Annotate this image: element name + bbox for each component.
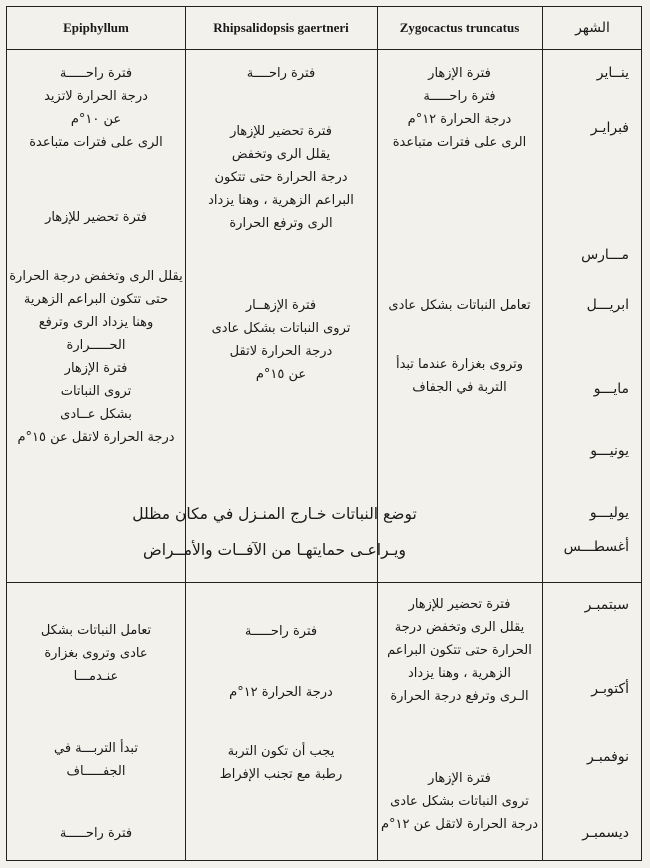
cell-text: فترة راحـــــة	[244, 624, 318, 639]
cell-text: فترة راحـــــة	[59, 826, 133, 841]
cell-text: تروى النباتات بشكل عادى	[390, 794, 529, 809]
rhips-rest-block	[185, 62, 377, 85]
cell-text: بشكل عــادى	[60, 407, 132, 422]
cell-text: يجب أن تكون التربة	[227, 744, 335, 759]
cell-text: فترة الإزهار	[428, 771, 491, 786]
month-july: يوليـــو	[589, 505, 629, 521]
cell-text: توضع النباتات خـارج المنـزل في مكان مظلل	[132, 505, 417, 523]
cell-text: درجة الحرارة لاتزيد	[44, 89, 148, 104]
cell-text: البراعم الزهرية ، وهنا يزداد	[208, 193, 354, 208]
month-november: نوفمبـر	[587, 749, 629, 765]
month-january: ينــاير	[596, 65, 629, 81]
cell-text: التربة في الجفاف	[412, 380, 507, 395]
cell-text: فترة راحــــة	[246, 66, 316, 81]
cell-text: فترة الإزهار	[64, 361, 128, 376]
month-september: سبتمبـر	[584, 597, 629, 613]
cell-text: وهنا يزداد الرى وترفع	[38, 315, 154, 330]
header-month: الشهر	[575, 20, 610, 36]
month-march: مـــارس	[581, 247, 629, 263]
cell-text: درجة الحرارة لاتقل عن ١٥°م	[17, 430, 175, 445]
month-april: ابريـــل	[586, 297, 629, 313]
cell-text: فترة راحـــــة	[59, 66, 133, 81]
summer-merged-cell	[7, 496, 542, 568]
cell-text: فترة الإزهار	[428, 66, 491, 81]
month-may: مايـــو	[593, 381, 629, 397]
cell-text: الرى وترفع الحرارة	[229, 216, 333, 231]
month-august: أغسطـــس	[563, 539, 629, 555]
rhips-soil-block	[185, 740, 377, 786]
cell-text: حتى تتكون البراعم الزهرية	[23, 292, 169, 307]
cell-text: الحـــــرارة	[66, 338, 126, 353]
cell-text: تعامل النباتات بشكل	[40, 623, 152, 638]
cell-text: رطبة مع تجنب الإفراط	[219, 767, 343, 782]
cell-text: عادى وتروى بغزارة	[44, 646, 148, 661]
cactus-care-table	[6, 6, 642, 861]
header-epiphyllum: Epiphyllum	[63, 20, 129, 35]
header-zygocactus: Zygocactus truncatus	[399, 20, 520, 35]
rhips-temperature-block	[185, 681, 377, 704]
header-rhipsalidopsis: Rhipsalidopsis gaertneri	[213, 20, 349, 35]
cell-text: عن ١٠°م	[70, 112, 122, 127]
cell-text: الرى على فترات متباعدة	[29, 135, 163, 150]
cell-text: الـرى وترفع درجة الحرارة	[390, 689, 529, 704]
column-divider	[542, 7, 543, 860]
cell-text: الرى على فترات متباعدة	[392, 135, 527, 150]
cell-text: تروى النباتات بشكل عادى	[211, 321, 351, 336]
epi-flowering-block	[7, 265, 185, 449]
zygo-april-block	[377, 294, 542, 317]
cell-text: فترة راحـــــة	[423, 89, 496, 104]
header-divider	[7, 49, 641, 50]
epi-soil-block	[7, 737, 185, 783]
month-february: فبرايـر	[590, 120, 629, 136]
cell-text: وتروى بغزارة عندما تبدأ	[395, 357, 524, 372]
cell-text: درجة الحرارة لاتقل عن ١٢°م	[380, 817, 539, 832]
cell-text: عنـدمـــا	[73, 669, 119, 684]
rhips-rest-block-bottom	[185, 620, 377, 643]
rhips-flowering-block	[185, 294, 377, 386]
cell-text: درجة الحرارة ١٢°م	[407, 112, 512, 127]
month-october: أكتوبـر	[591, 681, 629, 697]
month-december: ديسمبـر	[582, 825, 629, 841]
zygo-preparation-block	[377, 593, 542, 708]
rhips-preparation-block	[185, 120, 377, 235]
month-june: يونيـــو	[590, 443, 629, 459]
cell-text: الحرارة حتى تتكون البراعم	[387, 643, 532, 658]
cell-text: درجة الحرارة ١٢°م	[229, 685, 333, 700]
cell-text: ويـراعـى حمايتهـا من الآفــات والأمــراض	[143, 541, 406, 559]
cell-text: الزهرية ، وهنا يزداد	[408, 666, 511, 681]
epi-preparation-block	[7, 206, 185, 229]
zygo-winter-block	[377, 62, 542, 154]
section-divider	[7, 582, 641, 583]
zygo-flowering-block	[377, 767, 542, 836]
cell-text: فترة الإزهــار	[245, 298, 317, 313]
cell-text: يقلل الرى وتخفض درجة الحرارة	[9, 269, 183, 284]
zygo-may-block	[377, 353, 542, 399]
epi-rest-block	[7, 62, 185, 154]
cell-text: الجفـــــاف	[66, 764, 126, 779]
cell-text: فترة تحضير للإزهار	[45, 210, 147, 225]
cell-text: فترة تحضير للإزهار	[230, 124, 332, 139]
epi-rest-block-bottom	[7, 822, 185, 845]
cell-text: عن ١٥°م	[255, 367, 307, 382]
cell-text: تبدأ التربـــة في	[54, 741, 138, 756]
cell-text: يقلل الرى وتخفض درجة	[394, 620, 525, 635]
cell-text: درجة الحرارة لاتقل	[229, 344, 333, 359]
cell-text: يقلل الرى وتخفض	[231, 147, 331, 162]
cell-text: تروى النباتات	[60, 384, 132, 399]
cell-text: درجة الحرارة حتى تتكون	[214, 170, 348, 185]
cell-text: تعامل النباتات بشكل عادى	[388, 298, 531, 313]
epi-normal-care-block	[7, 619, 185, 688]
cell-text: فترة تحضير للإزهار	[408, 597, 511, 612]
